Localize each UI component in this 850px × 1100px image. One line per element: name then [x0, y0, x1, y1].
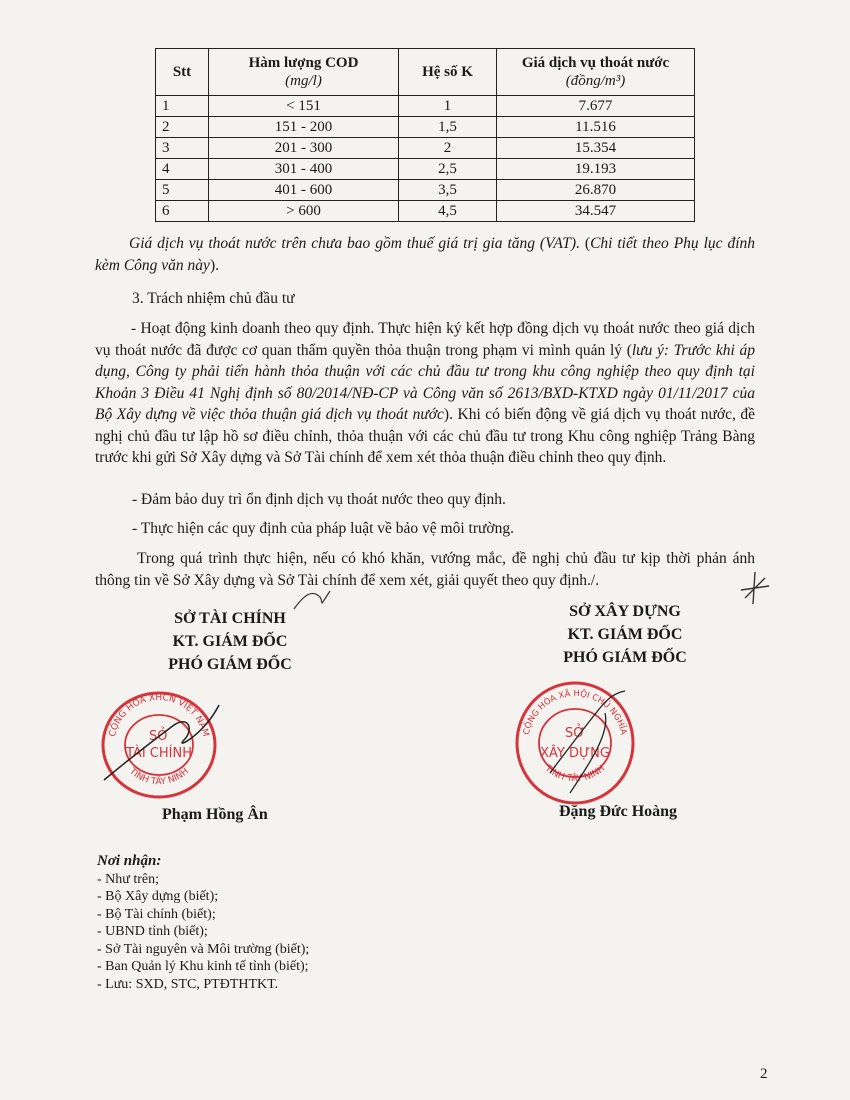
- responsibility-part2: ). Khi có biến động về giá dịch vụ thoát nước, đề nghị chủ đầu tư lập hồ sơ điều chỉnh, thỏa thuận với các chủ đầu tư trong Khu công nghiệp Trảng Bàng trước khi gửi Sở Xây dựng và Sở Tài chính để xem xét thỏa thuận điều chỉnh theo quy định.: [95, 406, 755, 466]
- header-cod: [209, 49, 399, 96]
- cell-stt: 1: [156, 96, 209, 117]
- initial-mark-left-icon: [290, 585, 335, 615]
- header-cod-unit: (mg/l): [285, 73, 322, 89]
- table-row: [156, 201, 695, 222]
- table-row: [156, 117, 695, 138]
- cell-stt: 6: [156, 201, 209, 222]
- initial-mark-icon: [735, 568, 775, 608]
- construction-role2: PHÓ GIÁM ĐỐC: [563, 649, 687, 666]
- finance-seal-icon: [94, 685, 224, 805]
- vat-note-paren-close: ).: [209, 256, 219, 274]
- cell-price: 19.193: [497, 159, 695, 180]
- recipient-item: - Bộ Xây dựng (biết);: [97, 889, 219, 904]
- table-row: [156, 96, 695, 117]
- header-price-unit: (đồng/m³): [565, 73, 626, 89]
- recipient-item: - Ban Quản lý Khu kinh tế tỉnh (biết);: [97, 959, 309, 974]
- finance-seal-top-text: CỘNG HÒA XHCN VIỆT NAM: [107, 692, 211, 738]
- closing-paragraph: Trong quá trình thực hiện, nếu có khó khăn, vướng mắc, đề nghị chủ đầu tư kịp thời phản ánh thông tin về Sở Xây dựng và Sở Tài chính để xem xét, giải quyết theo quy định./.: [95, 550, 755, 589]
- price-table-body: [156, 96, 695, 222]
- vat-note: [95, 233, 755, 276]
- vat-note-text: Giá dịch vụ thoát nước trên chưa bao gồm thuế giá trị gia tăng (VAT).: [129, 235, 580, 252]
- construction-seal-bottom-text: TỈNH TÂY NINH: [542, 763, 608, 785]
- construction-role1: KT. GIÁM ĐỐC: [567, 626, 683, 643]
- cell-k: 1: [399, 96, 497, 117]
- header-stt: Stt: [156, 49, 209, 96]
- table-header-row: [156, 49, 695, 96]
- finance-org: SỞ TÀI CHÍNH: [174, 610, 286, 627]
- recipients-list: [97, 853, 309, 993]
- responsibility-note: lưu ý: Trước khi áp dụng, Công ty phải tiến hành thỏa thuận với các chủ đầu tư trong khu công nghiệp theo quy định tại Khoản 3 Điều 41 Nghị định số 80/2014/NĐ-CP và Công văn số 2613/BXD-KTXD ngày 01/11/2017 của Bộ Xây dựng về việc thỏa thuận giá dịch vụ thoát nước: [95, 341, 755, 423]
- cell-cod: 151 - 200: [209, 117, 399, 138]
- responsibility-paragraph: [95, 318, 755, 469]
- finance-signer-name: Phạm Hồng Ân: [162, 806, 268, 823]
- cell-cod: 201 - 300: [209, 138, 399, 159]
- cell-stt: 4: [156, 159, 209, 180]
- table-row: [156, 159, 695, 180]
- signature-block-construction: [530, 600, 720, 669]
- construction-signer-name: Đặng Đức Hoàng: [559, 803, 678, 820]
- cell-cod: 401 - 600: [209, 180, 399, 201]
- svg-text:TỈNH TÂY NINH: [126, 766, 190, 787]
- finance-seal-bottom-text: TỈNH TÂY NINH: [127, 766, 191, 788]
- recipient-item: - UBND tỉnh (biết);: [97, 924, 208, 939]
- finance-role2: PHÓ GIÁM ĐỐC: [168, 656, 292, 673]
- finance-seal-mid2: TÀI CHÍNH: [126, 746, 192, 761]
- finance-seal-mid1: SỞ: [148, 729, 170, 744]
- construction-seal-mid2: XÂY DỰNG: [540, 746, 610, 761]
- recipient-item: - Bộ Tài chính (biết);: [97, 906, 216, 922]
- section-3-heading: 3. Trách nhiệm chủ đầu tư: [132, 290, 295, 307]
- recipient-items: [97, 871, 309, 994]
- cell-stt: 5: [156, 180, 209, 201]
- header-price-label: Giá dịch vụ thoát nước: [521, 55, 670, 71]
- cell-price: 7.677: [497, 96, 695, 117]
- cell-k: 2,5: [399, 159, 497, 180]
- price-table: [155, 48, 695, 222]
- construction-seal-top-text: CỘNG HÒA XÃ HỘI CHỦ NGHĨA: [521, 688, 629, 736]
- bullet-maintain-service: - Đảm bảo duy trì ổn định dịch vụ thoát nước theo quy định.: [132, 491, 506, 508]
- finance-role1: KT. GIÁM ĐỐC: [172, 633, 288, 650]
- table-row: [156, 180, 695, 201]
- cell-price: 34.547: [497, 201, 695, 222]
- cell-cod: < 151: [209, 96, 399, 117]
- recipient-item: - Lưu: SXD, STC, PTĐTHTKT.: [97, 976, 279, 992]
- cell-price: 15.354: [497, 138, 695, 159]
- responsibility-part1: - Hoạt động kinh doanh theo quy định. Thực hiện ký kết hợp đồng dịch vụ thoát nước theo giá dịch vụ thoát nước đã được cơ quan thẩm quyền thỏa thuận trong phạm vi mình quản lý (: [95, 320, 755, 359]
- construction-seal-mid1: SỞ: [564, 726, 586, 741]
- svg-text:TỈNH TÂY NINH: [542, 763, 607, 784]
- cell-k: 4,5: [399, 201, 497, 222]
- signature-block-finance: [130, 607, 330, 676]
- header-k: Hệ số K: [399, 49, 497, 96]
- cell-stt: 2: [156, 117, 209, 138]
- cell-price: 11.516: [497, 117, 695, 138]
- header-price: [497, 49, 695, 96]
- cell-k: 1,5: [399, 117, 497, 138]
- cell-cod: 301 - 400: [209, 159, 399, 180]
- construction-org: SỞ XÂY DỰNG: [569, 603, 681, 620]
- header-cod-label: Hàm lượng COD: [248, 55, 359, 71]
- recipient-item: - Sở Tài nguyên và Môi trường (biết);: [97, 941, 310, 957]
- table-row: [156, 138, 695, 159]
- cell-cod: > 600: [209, 201, 399, 222]
- construction-seal-icon: [510, 673, 640, 813]
- cell-price: 26.870: [497, 180, 695, 201]
- cell-k: 3,5: [399, 180, 497, 201]
- recipient-item: - Như trên;: [97, 871, 160, 887]
- vat-note-detail: Chi tiết theo Phụ lục đính kèm Công văn này: [95, 235, 756, 274]
- page-number: 2: [760, 1066, 768, 1082]
- cell-stt: 3: [156, 138, 209, 159]
- cell-k: 2: [399, 138, 497, 159]
- vat-note-paren-open: (: [579, 235, 591, 252]
- bullet-environment: - Thực hiện các quy định của pháp luật về bảo vệ môi trường.: [132, 520, 514, 537]
- recipients-title: Nơi nhận:: [97, 853, 162, 869]
